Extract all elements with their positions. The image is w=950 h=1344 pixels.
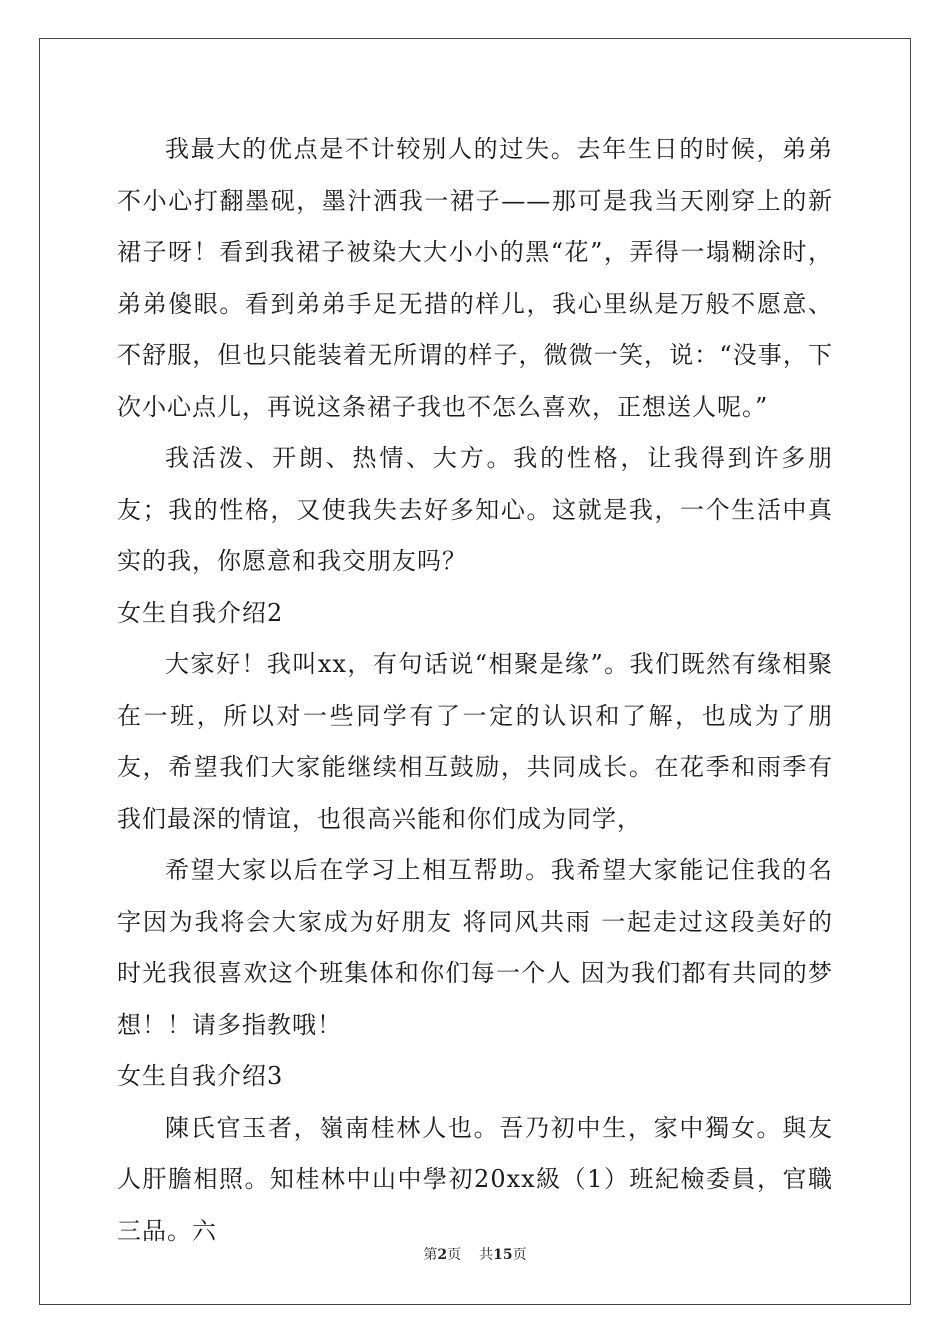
current-page-number: 2 <box>437 1247 448 1263</box>
page-footer <box>0 1244 950 1264</box>
total-page-number: 15 <box>493 1247 513 1263</box>
paragraph: 我活泼、开朗、热情、大方。我的性格，让我得到许多朋友；我的性格，又使我失去好多知心。这就是我，一个生活中真实的我，你愿意和我交朋友吗？ <box>117 444 833 575</box>
paragraph: 我最大的优点是不计较别人的过失。去年生日的时候，弟弟不小心打翻墨砚，墨汁洒我一裙子——那可是我当天刚穿上的新裙子呀！看到我裙子被染大大小小的黑“花”，弄得一塌糊涂时，弟弟傻眼。看到弟弟手足无措的样儿，我心里纵是万般不愿意、不舒服，但也只能装着无所谓的样子，微微一笑，说：“没事，下次小心点儿，再说这条裙子我也不怎么喜欢，正想送人呢。” <box>117 135 833 421</box>
paragraph: 大家好！我叫xx，有句话说“相聚是缘”。我们既然有缘相聚在一班，所以对一些同学有了一定的认识和了解，也成为了朋友，希望我们大家能继续相互鼓励，共同成长。在花季和雨季有我们最深的情谊，也很高兴能和你们成为同学， <box>117 650 833 833</box>
footer-total-prefix: 共 <box>479 1247 494 1263</box>
footer-total-suffix: 页 <box>512 1247 527 1263</box>
paragraph: 陳氏官玉者，嶺南桂林人也。吾乃初中生，家中獨女。與友人肝膽相照。知桂林中山中學初20xx級（1）班紀檢委員，官職三品。六 <box>117 1113 833 1245</box>
section-heading: 女生自我介绍3 <box>117 1062 284 1090</box>
section-heading: 女生自我介绍2 <box>117 598 284 627</box>
paragraph: 希望大家以后在学习上相互帮助。我希望大家能记住我的名字因为我将会大家成为好朋友 将同风共雨 一起走过这段美好的时光我很喜欢这个班集体和你们每一个人 因为我们都有共同的梦想！！请多指教哦！ <box>117 856 833 1039</box>
footer-page-suffix: 页 <box>447 1247 462 1263</box>
footer-prefix: 第 <box>423 1247 438 1263</box>
document-body <box>117 124 833 1257</box>
